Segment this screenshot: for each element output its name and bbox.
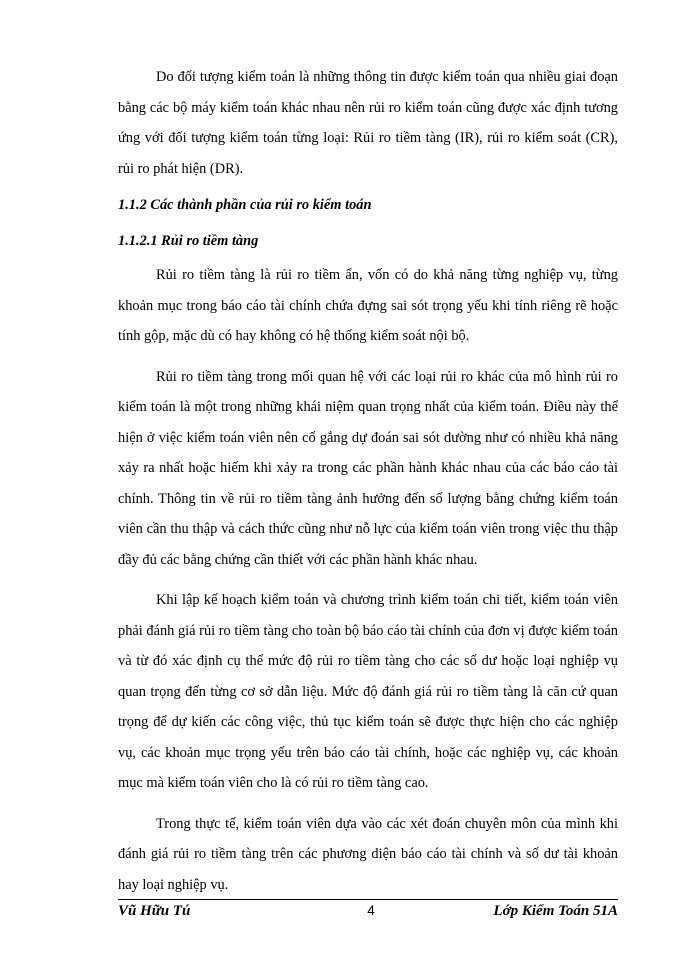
paragraph-professional-judgment: Trong thực tế, kiểm toán viên dựa vào các xét đoán chuyên môn của mình khi đánh giá rủi ro tiềm tàng trên các phương diện báo cáo tài chính và số dư tài khoản hay loại nghiệp vụ.	[118, 815, 618, 893]
paragraph-inherent-risk-relationship: Rủi ro tiềm tàng trong mối quan hệ với các loại rủi ro khác của mô hình rủi ro kiểm toán là một trong những khái niệm quan trọng nhất của kiểm toán. Điều này thể hiện ở việc kiểm toán viên nên cố gắng dự đoán sai sót dường như có nhiều khả năng xảy ra nhất hoặc hiếm khi xảy ra trong các phần hành khác nhau của các báo cáo tài chính. Thông tin về rủi ro tiềm tàng ảnh hưởng đến số lượng bằng chứng kiểm toán viên cần thu thập và cách thức cũng như nỗ lực của kiểm toán viên trong việc thu thập đầy đủ các bằng chứng cần thiết với các phần hành khác nhau.	[118, 368, 618, 568]
footer-divider	[118, 899, 618, 900]
section-heading: 1.1.2 Các thành phần của rủi ro kiểm toán	[118, 197, 372, 213]
footer-class-name: Lớp Kiểm Toán 51A	[493, 903, 618, 919]
page-number: 4	[367, 903, 375, 918]
paragraph-audit-planning: Khi lập kế hoạch kiểm toán và chương trình kiểm toán chi tiết, kiểm toán viên phải đánh giá rủi ro tiềm tàng cho toàn bộ báo cáo tài chính của đơn vị được kiểm toán và từ đó xác định cụ thể mức độ rủi ro tiềm tàng cho các số dư hoặc loại nghiệp vụ quan trọng đến từng cơ sở dẫn liệu. Mức độ đánh giá rủi ro tiềm tàng là căn cứ quan trọng để dự kiến các công việc, thủ tục kiểm toán sẽ được thực hiện cho các nghiệp vụ, các khoản mục trọng yếu trên báo cáo tài chính, hoặc các nghiệp vụ, các khoản mục mà kiểm toán viên cho là có rủi ro tiềm tàng cao.	[118, 592, 618, 791]
subsection-heading: 1.1.2.1 Rủi ro tiềm tàng	[118, 233, 259, 249]
page-footer	[118, 903, 618, 925]
intro-paragraph: Do đối tượng kiểm toán là những thông tin được kiểm toán qua nhiều giai đoạn bằng các bộ máy kiểm toán khác nhau nên rủi ro kiểm toán cũng được xác định tương ứng với đối tượng kiểm toán từng loại: Rủi ro tiềm tàng (IR), rủi ro kiểm soát (CR), rủi ro phát hiện (DR).	[118, 69, 618, 177]
document-body	[118, 62, 618, 910]
footer-author: Vũ Hữu Tú	[118, 903, 191, 919]
paragraph-inherent-risk-definition: Rủi ro tiềm tàng là rủi ro tiềm ẩn, vốn có do khả năng từng nghiệp vụ, từng khoản mục trong báo cáo tài chính chứa đựng sai sót trọng yếu khi tính riêng rẽ hoặc tính gộp, mặc dù có hay không có hệ thống kiểm soát nội bộ.	[118, 267, 618, 344]
